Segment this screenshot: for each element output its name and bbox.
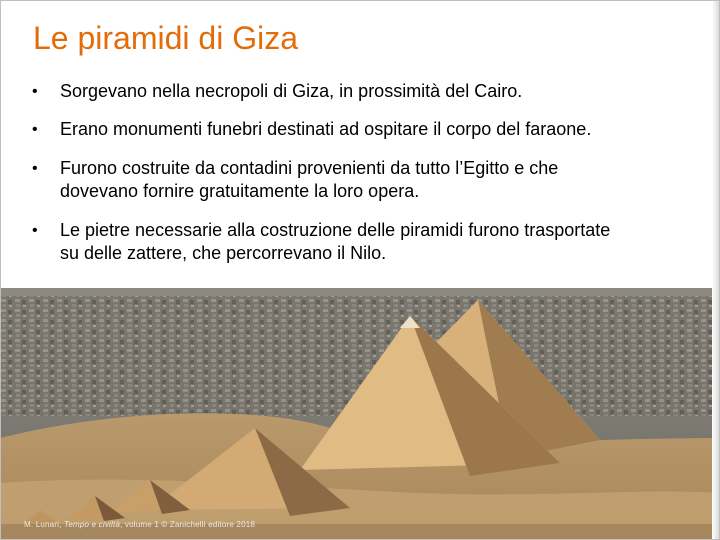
- bullet-text-line-1: Furono costruite da contadini provenienti da tutto l’Egitto e che: [60, 158, 559, 178]
- bullet-text: Erano monumenti funebri destinati ad ospitare il corpo del faraone.: [60, 119, 592, 139]
- bullet-dot: •: [32, 160, 38, 177]
- credit-author: M. Lunari: [24, 520, 60, 529]
- bullet-item: [30, 118, 690, 141]
- credit-rest: , volume 1 © Zanichelli editore 2018: [120, 520, 256, 529]
- bullet-item: [30, 219, 690, 265]
- bullet-text: Sorgevano nella necropoli di Giza, in prossimità del Cairo.: [60, 81, 523, 101]
- bullet-dot: •: [32, 83, 38, 100]
- pyramids-photo: [0, 288, 720, 540]
- bullet-text-line-2: su delle zattere, che percorrevano il Nilo.: [60, 243, 387, 263]
- bullet-item: [30, 80, 690, 103]
- copyright-credit: M. Lunari, Tempo e civiltà, volume 1 © Zanichelli editore 2018: [24, 520, 256, 529]
- credit-work: Tempo e civiltà: [64, 520, 121, 529]
- bullet-list: [30, 80, 690, 265]
- bullet-dot: •: [32, 222, 38, 239]
- bullet-item: [30, 157, 690, 203]
- slide-title: Le piramidi di Giza: [33, 20, 298, 56]
- bullet-text-line-2: dovevano fornire gratuitamente la loro opera.: [60, 181, 420, 201]
- bullet-dot: •: [32, 121, 38, 138]
- slide-edge-shadow: [712, 0, 720, 540]
- bullet-text-line-1: Le pietre necessarie alla costruzione delle piramidi furono trasportate: [60, 220, 611, 240]
